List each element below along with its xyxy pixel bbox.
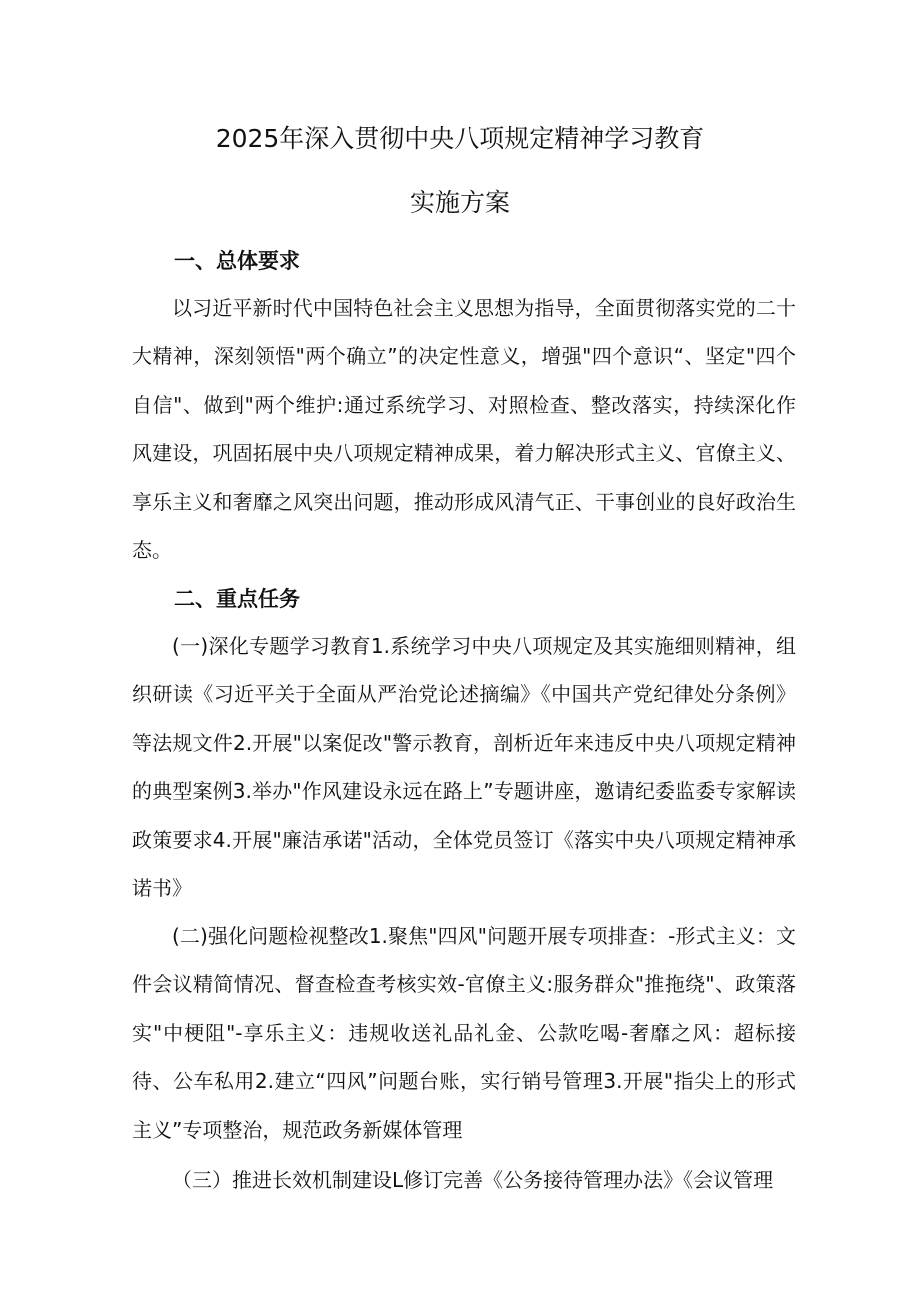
- paragraph-general-requirements: 以习近平新时代中国特色社会主义思想为指导，全面贯彻落实党的二十大精神，深刻领悟"两个确立”的决定性意义，增强"四个意识“、坚定"四个自信"、做到"两个维护:通过系统学习、对照检查、整改落实，持续深化作风建设，巩固拓展中央八项规定精神成果，着力解决形式主义、官僚主义、享乐主义和奢靡之风突出问题，推动形成风清气正、干事创业的良好政治生态。: [132, 296, 796, 563]
- paragraph-long-term-mechanism: （三）推进长效机制建设L修订完善《公务接待管理办法》《会议管理: [172, 1168, 774, 1192]
- paragraph-problem-rectification: (二)强化问题检视整改1.聚焦"四风"问题开展专项排查：-形式主义：文件会议精简情况、督查检查考核实效-官僚主义:服务群众"推拖绕"、政策落实"中梗阻"-享乐主义：违规收送礼品礼金、公款吃喝-奢靡之风：超标接待、公车私用2.建立“四风”问题台账，实行销号管理3.开展"指尖上的形式主义”专项整治，规范政务新媒体管理: [132, 924, 796, 1142]
- section-heading-general-requirements: 一、总体要求: [174, 249, 300, 273]
- document-title: 2025年深入贯彻中央八项规定精神学习教育: [215, 124, 705, 153]
- section-heading-key-tasks: 二、重点任务: [174, 587, 300, 611]
- document-subtitle: 实施方案: [409, 188, 510, 217]
- paragraph-study-education: (一)深化专题学习教育1.系统学习中央八项规定及其实施细则精神，组织研读《习近平关于全面从严治党论述摘编》《中国共产党纪律处分条例》等法规文件2.开展"以案促改"警示教育，剖析近年来违反中央八项规定精神的典型案例3.举办"作风建设永远在路上”专题讲座，邀请纪委监委专家解读政策要求4.开展"廉洁承诺"活动，全体党员签订《落实中央八项规定精神承诺书》: [132, 634, 796, 901]
